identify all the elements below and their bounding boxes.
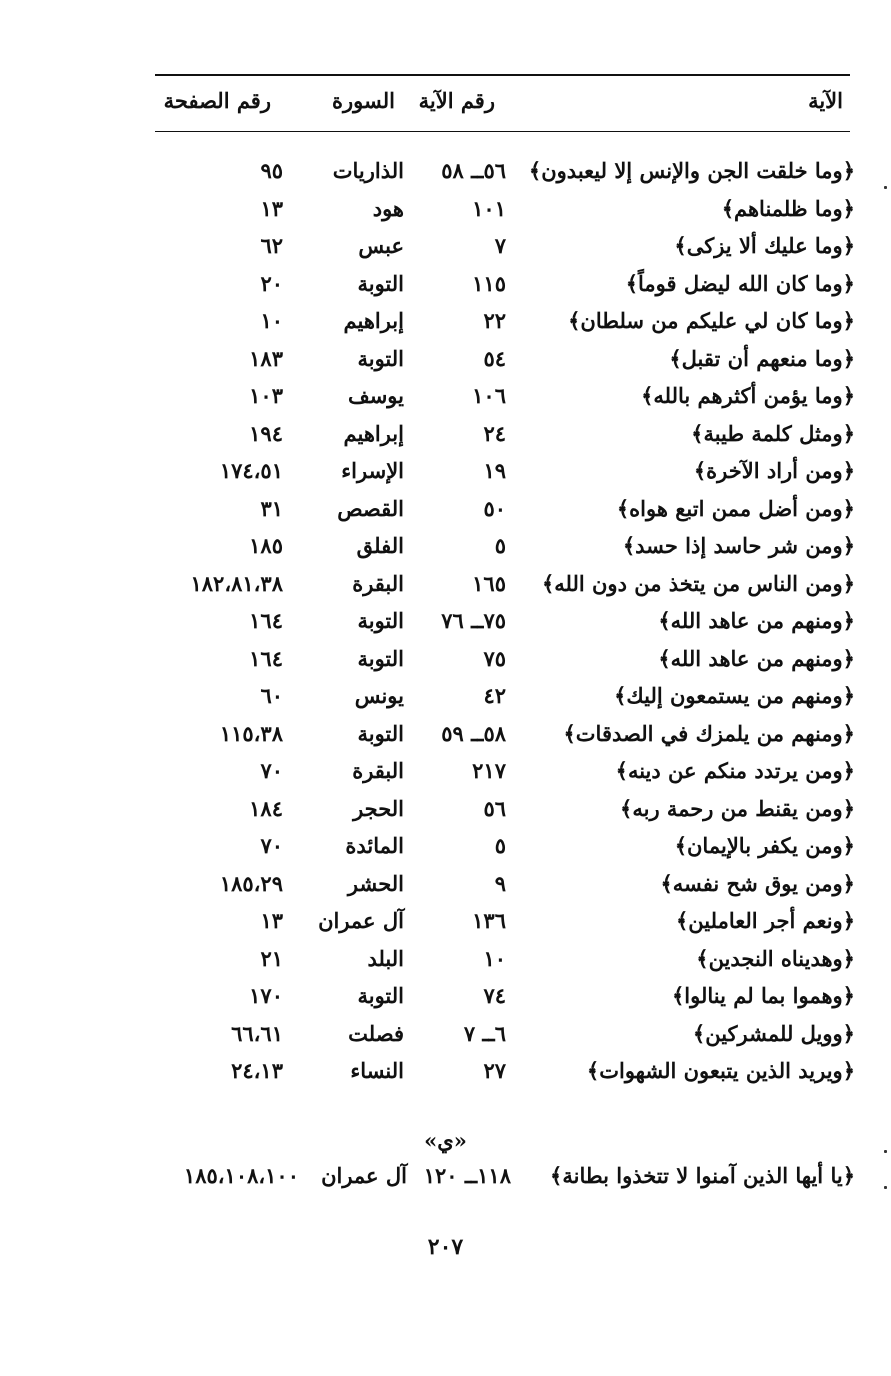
table-row xyxy=(0,608,891,646)
ayah-number: ١٣٦ xyxy=(472,908,506,933)
page-refs: ١٣ xyxy=(260,908,283,933)
ayah-number: ٥٠ xyxy=(483,495,506,521)
page-refs: ٢٤،١٣ xyxy=(231,1058,283,1083)
page-refs: ١٦٤ xyxy=(249,608,283,633)
ayah-number: ٥ xyxy=(494,833,506,858)
page-refs: ١٨٥،٢٩ xyxy=(219,870,283,896)
ayah-number: ١١٥ xyxy=(472,270,506,296)
header-ayah: الآية xyxy=(808,88,843,113)
ayah-number: ٢١٧ xyxy=(472,758,506,783)
page-refs: ١٨٥ xyxy=(249,533,283,558)
ayah-number: ٩ xyxy=(494,870,506,896)
ayah-text: ﴿ومن شر حاسد إذا حسد﴾ xyxy=(622,533,855,558)
surah-name: آل عمران xyxy=(318,908,404,933)
ayah-text: ﴿وما كان الله ليضل قوماً﴾ xyxy=(625,270,855,296)
ayah-number: ١٩ xyxy=(483,458,506,483)
table-row xyxy=(0,196,891,234)
page-refs: ١٨٤ xyxy=(249,795,283,821)
surah-name: يونس xyxy=(354,683,404,708)
ayah-text: ﴿ومن أراد الآخرة﴾ xyxy=(693,458,855,483)
surah-name: القصص xyxy=(337,495,404,521)
ayah-text: ﴿ونعم أجر العاملين﴾ xyxy=(675,908,855,933)
surah-name: النساء xyxy=(350,1058,404,1083)
table-row xyxy=(0,646,891,684)
page-refs: ٣١ xyxy=(260,495,283,521)
page-refs: ٢٠ xyxy=(260,270,283,296)
ayah-text: ﴿ومن يقنط من رحمة ربه﴾ xyxy=(620,795,855,821)
surah-name: عبس xyxy=(358,233,404,258)
ayah-text: ﴿ومنهم من عاهد الله﴾ xyxy=(658,645,855,671)
surah-name: التوبة xyxy=(357,645,404,671)
ayah-number: ٢٢ xyxy=(483,308,506,333)
surah-name: البلد xyxy=(367,945,404,971)
page-refs: ١١٥،٣٨ xyxy=(219,720,283,746)
table-row xyxy=(0,833,891,871)
ayah-text: ﴿وما يؤمن أكثرهم بالله﴾ xyxy=(641,383,855,408)
table-row xyxy=(0,271,891,309)
page-refs: ١٨٥،١٠٨،١٠٠ xyxy=(183,1163,299,1188)
table-row xyxy=(0,533,891,571)
scan-speck xyxy=(884,186,887,189)
ayah-number: ٢٤ xyxy=(483,420,506,446)
ayah-text: ﴿وما كان لي عليكم من سلطان﴾ xyxy=(568,308,855,333)
table-row xyxy=(0,1021,891,1059)
table-row xyxy=(0,946,891,984)
table-row xyxy=(0,721,891,759)
page-number: ٢٠٧ xyxy=(427,1234,464,1260)
surah-name: المائدة xyxy=(345,833,404,858)
ayah-text: ﴿ومن يكفر بالإيمان﴾ xyxy=(674,833,855,858)
table-row xyxy=(0,571,891,609)
surah-name: البقرة xyxy=(352,758,404,783)
table-row xyxy=(0,346,891,384)
surah-name: فصلت xyxy=(348,1020,404,1046)
ayah-number: ١٦٥ xyxy=(472,570,506,596)
table-row xyxy=(0,383,891,421)
ayah-text: ﴿ومنهم من يستمعون إليك﴾ xyxy=(614,683,855,708)
ayah-text: ﴿ومنهم من يلمزك في الصدقات﴾ xyxy=(563,720,855,746)
ayah-number: ٥٨ــ ٥٩ xyxy=(441,720,506,746)
table-row xyxy=(0,758,891,796)
surah-name: التوبة xyxy=(357,608,404,633)
table-row xyxy=(0,496,891,534)
page-refs: ٩٥ xyxy=(260,158,283,183)
ayah-text: ﴿وما عليك ألا يزكى﴾ xyxy=(674,233,855,258)
scan-speck xyxy=(884,1150,887,1153)
ayah-text: ﴿وهموا بما لم ينالوا﴾ xyxy=(671,983,855,1008)
surah-name: الحجر xyxy=(353,795,404,821)
ayah-number: ٥ xyxy=(494,533,506,558)
ayah-number: ١٠١ xyxy=(472,195,506,221)
page-refs: ٦٠ xyxy=(260,683,283,708)
surah-name: التوبة xyxy=(357,345,404,371)
table-row xyxy=(0,871,891,909)
page-refs: ١٨٣ xyxy=(249,345,283,371)
page-refs: ١٣ xyxy=(260,195,283,221)
page-refs: ١٧٠ xyxy=(249,983,283,1008)
surah-name: إبراهيم xyxy=(343,308,404,333)
ayah-number: ١٠ xyxy=(483,945,506,971)
table-row xyxy=(0,308,891,346)
surah-name: التوبة xyxy=(357,983,404,1008)
header-surah: السورة xyxy=(332,88,395,113)
section-letter: «ي» xyxy=(424,1128,467,1153)
page-refs: ٧٠ xyxy=(260,833,283,858)
ayah-number: ٧ xyxy=(494,233,506,258)
ayah-text: ﴿ومن أضل ممن اتبع هواه﴾ xyxy=(616,495,855,521)
ayah-number: ٥٦ xyxy=(483,795,506,821)
ayah-text: ﴿يا أيها الذين آمنوا لا تتخذوا بطانة﴾ xyxy=(550,1163,855,1188)
header-bottom-rule xyxy=(155,131,850,132)
page-refs: ١٩٤ xyxy=(249,420,283,446)
page-refs: ١٨٢،٨١،٣٨ xyxy=(190,570,283,596)
surah-name: إبراهيم xyxy=(343,420,404,446)
surah-name: البقرة xyxy=(352,570,404,596)
header-ayah-number: رقم الآية xyxy=(418,88,495,113)
ayah-number: ٧٤ xyxy=(483,983,506,1008)
surah-name: آل عمران xyxy=(321,1163,407,1188)
surah-name: الذاريات xyxy=(332,158,404,183)
ayah-text: ﴿ومثل كلمة طيبة﴾ xyxy=(691,420,855,446)
table-row xyxy=(0,908,891,946)
page-refs: ١٧٤،٥١ xyxy=(219,458,283,483)
ayah-text: ﴿وهديناه النجدين﴾ xyxy=(696,945,855,971)
ayah-text: ﴿وما خلقت الجن والإنس إلا ليعبدون﴾ xyxy=(528,158,855,183)
ayah-text: ﴿ومن يوق شح نفسه﴾ xyxy=(660,870,855,896)
surah-name: التوبة xyxy=(357,270,404,296)
surah-name: الفلق xyxy=(356,533,404,558)
page-refs: ٧٠ xyxy=(260,758,283,783)
header-top-rule xyxy=(155,74,850,76)
page-refs: ١٦٤ xyxy=(249,645,283,671)
ayah-number: ٦ــ ٧ xyxy=(463,1020,506,1046)
ayah-text: ﴿وويل للمشركين﴾ xyxy=(692,1020,855,1046)
ayah-number: ٢٧ xyxy=(483,1058,506,1083)
ayah-number: ٥٤ xyxy=(483,345,506,371)
table-row xyxy=(0,421,891,459)
table-row xyxy=(0,983,891,1021)
surah-name: الحشر xyxy=(347,870,404,896)
ayah-number: ٥٦ــ ٥٨ xyxy=(441,158,506,183)
ayah-number: ٧٥ــ ٧٦ xyxy=(441,608,506,633)
surah-name: التوبة xyxy=(357,720,404,746)
ayah-number: ٧٥ xyxy=(483,645,506,671)
ayah-text: ﴿وما ظلمناهم﴾ xyxy=(721,195,855,221)
ayah-text: ﴿ومنهم من عاهد الله﴾ xyxy=(658,608,855,633)
ayah-text: ﴿ومن يرتدد منكم عن دينه﴾ xyxy=(615,758,855,783)
page-refs: ١٠ xyxy=(260,308,283,333)
table-row xyxy=(0,158,891,196)
ayah-number: ٤٢ xyxy=(483,683,506,708)
table-row xyxy=(0,1058,891,1096)
ayah-text: ﴿ومن الناس من يتخذ من دون الله﴾ xyxy=(541,570,855,596)
surah-name: الإسراء xyxy=(341,458,404,483)
table-row xyxy=(0,683,891,721)
page-refs: ٦٦،٦١ xyxy=(231,1020,283,1046)
surah-name: هود xyxy=(372,195,404,221)
surah-name: يوسف xyxy=(347,383,404,408)
page-refs: ٦٢ xyxy=(260,233,283,258)
ayah-number: ١٠٦ xyxy=(472,383,506,408)
table-row-ya xyxy=(0,1157,891,1197)
header-page-number: رقم الصفحة xyxy=(163,88,271,113)
table-row xyxy=(0,458,891,496)
ayah-text: ﴿وما منعهم أن تقبل﴾ xyxy=(669,345,855,371)
ayah-number: ١١٨ــ ١٢٠ xyxy=(423,1163,511,1188)
page-refs: ٢١ xyxy=(260,945,283,971)
page-refs: ١٠٣ xyxy=(249,383,283,408)
table-row xyxy=(0,796,891,834)
scan-speck xyxy=(884,1186,887,1189)
table-row xyxy=(0,233,891,271)
ayah-text: ﴿ويريد الذين يتبعون الشهوات﴾ xyxy=(586,1058,855,1083)
